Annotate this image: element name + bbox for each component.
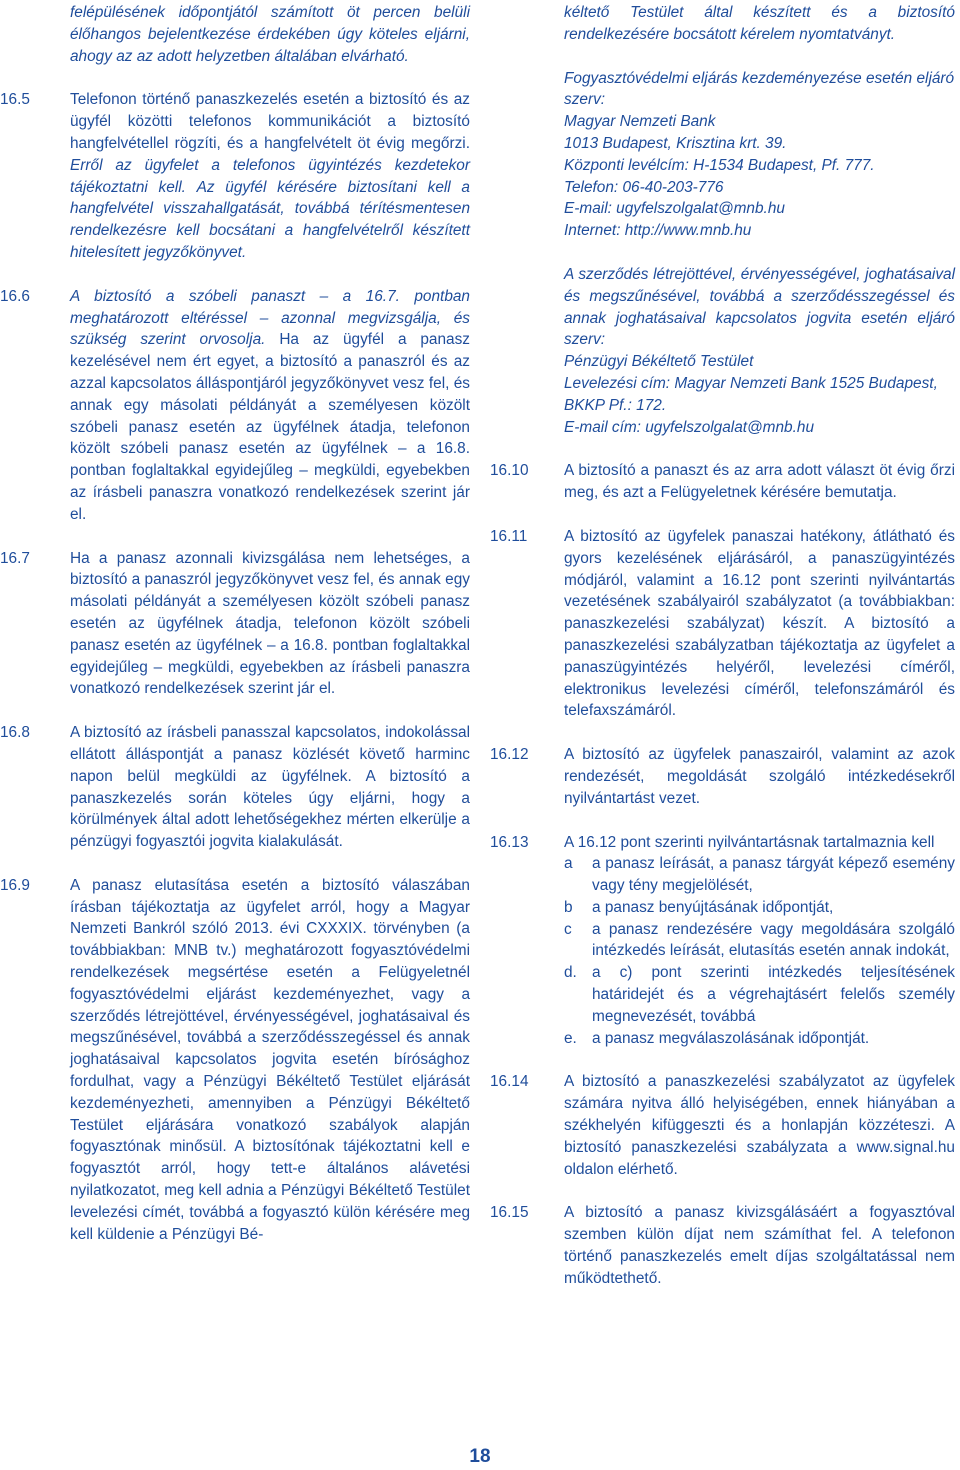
section-number: 16.9 [0, 876, 30, 894]
section-text: A biztosító a panaszkezelési szabályzatot az ügyfelek számára nyitva álló helyiségében, ennek hiányában a székhelyén kifüggeszti és a honlapján közzéteszi. A biztosító panaszkezelési szabályzata a www.signal.hu oldalon elérhető. [564, 1073, 955, 1178]
section-text: Ha a panasz azonnali kivizsgálása nem lehetséges, a biztosító a panaszról jegyzőkönyvet vesz fel, és annak egy másolati példányát a személyesen közölt szóbeli panasz esetén az ügyfélnek átadja, telefonon közölt szóbeli panasz esetén az ügyfélnek – a 16.8. pontban foglaltakkal egyidejűleg – megküldi, egyebekben az írásbeli panaszra vonatkozó rendelkezések szerint jár el. [70, 549, 470, 698]
section-text: A biztosító a panasz kivizsgálásáért a fogyasztóval szemben külön díjat nem számíthat fel. A telefonon történő panaszkezelés emelt díjas szolgáltatással nem működtethető. [564, 1204, 955, 1287]
section-text: A biztosító a panaszt és az arra adott választ öt évig őrzi meg, és azt a Felügyeletnek kérésére bemutatja. [564, 462, 955, 502]
section-16-13 [490, 832, 955, 1050]
pbt-contact-block [490, 264, 955, 438]
continuation-16-9 [490, 2, 955, 46]
section-text: A biztosító a szóbeli panaszt – a 16.7. pontban meghatározott eltéréssel – azonnal megvizsgálja, és szükség szerint orvosolja. Ha az ügyfél a panasz kezelésével nem ért egyet, a biztosító a panaszról és az azzal kapcsolatos álláspontjáról jegyzőkönyvet vesz fel, és annak egy másolati példányát a személyesen közölt szóbeli panasz esetén az ügyfélnek átadja, telefonon közölt szóbeli panasz esetén az ügyfélnek – a 16.8. pontban foglaltakkal egyidejűleg – megküldi, egyebekben az írásbeli panaszra vonatkozó rendelkezések szerint jár el. [70, 287, 471, 523]
intro-continuation [0, 2, 470, 67]
section-number: 16.14 [490, 1073, 529, 1091]
list-item: d. a c) pont szerinti intézkedés teljesítésének határidejét és a végrehajtásért felelős személy megnevezését, továbbá [564, 964, 955, 1025]
section-16-7 [0, 548, 470, 701]
list-item: b a panasz benyújtásának időpontját, [564, 898, 834, 916]
section-text: A biztosító az írásbeli panasszal kapcsolatos, indokolással ellátott álláspontját a panasz közlését követő harminc napon belül megküldi az ügyfélnek. A biztosító a panaszkezelés során köteles úgy eljárni, hogy a körülmények által adott lehetőségekhez mérten elkerülje a pénzügyi fogyasztói jogvita kialakulását. [70, 724, 470, 851]
section-16-6 [0, 286, 470, 526]
list-item: e. a panasz megválaszolásának időpontját. [564, 1029, 870, 1047]
page-number: 18 [469, 1446, 491, 1467]
continuation-text: kéltető Testület által készített és a biztosító rendelkezésére bocsátott kérelem nyomtatványt. [564, 4, 955, 43]
right-column [490, 0, 955, 1290]
section-number: 16.7 [0, 549, 30, 567]
mnb-website: Internet: http://www.mnb.hu [564, 222, 752, 240]
section-number: 16.12 [490, 746, 529, 764]
section-text: A panasz elutasítása esetén a biztosító válaszában írásban tájékoztatja az ügyfelet arról, hogy a Magyar Nemzeti Bankról szóló 2013. évi CXXXIX. törvényben (a továbbiakban: MNB tv.) meghatározott fogyasztóvédelmi rendelkezések megsértése esetén a Felügyeletnél fogyasztóvédelmi eljárást kezdeményezhet, vagy a szerződés létrejöttével, érvényességével, joghatásaival és megszűnésével, továbbá a szerződésszegéssel és annak joghatásaival kapcsolatos jogvita esetén bírósághoz fordulhat, vagy a Pénzügyi Békéltető Testület eljárását kezdeményezheti, amennyiben a Pénzügyi Békéltető Testület eljárására vonatkozó szabályok alapján fogyasztónak minősül. A biztosítónak tájékoztatni kell e fogyasztót arról, hogy tett-e általános alávetési nyilatkozatot, meg kell adnia a Pénzügyi Békéltető Testület levelezési címét, továbbá a fogyasztó külön kérésére meg kell küldenie a Pénzügyi Bé- [70, 876, 470, 1243]
section-text: A biztosító az ügyfelek panaszai hatékony, átlátható és gyors kezelésének eljárásáról, a panaszügyintézés módjáról, valamint a 16.12 pont szerinti nyilvántartás vezetésének szabályairól szabályzatot (a továbbiakban: panaszkezelési szabályzat) készít. A biztosító a panaszkezelési szabályzatban tájékoztatja az ügyfelet a panaszügyintézés helyéről, levelezési címéről, elektronikus levelezési címéről, telefonszámáról és telefaxszámáról. [564, 527, 955, 720]
section-text: A 16.12 pont szerinti nyilvántartásnak tartalmaznia kell [564, 833, 935, 851]
section-number: 16.10 [490, 462, 529, 480]
list-item: c a panasz rendezésére vagy megoldására szolgáló intézkedés leírását, elutasítás esetén annak indokát, [564, 920, 955, 960]
pbt-email: E-mail cím: ugyfelszolgalat@mnb.hu [564, 418, 815, 436]
section-number: 16.6 [0, 287, 30, 305]
pbt-contact-lines: A szerződés létrejöttével, érvényességével, joghatásaival és megszűnésével, továbbá a szerződésszegéssel és annak joghatásaival kapcsolatos jogvita esetén eljáró szerv: Pénzügyi Békéltető Testület Levelezési cím: Magyar Nemzeti Bank 1525 Budapest, BKKP Pf.: 172. E-mail cím: ugyfelszolgalat@mnb.hu [564, 264, 955, 438]
section-16-11 [490, 526, 955, 722]
section-16-8 [0, 722, 470, 853]
section-text: Telefonon történő panaszkezelés esetén a biztosító és az ügyfél közötti telefonos kommunikációt a biztosító hangfelvétellel rögzíti, és a hangfelvételt öt évig megőrzi. Erről az ügyfelet a telefonos ügyintézés kezdetekor tájékoztatni kell. Az ügyfél kérésére biztosítani kell a hangfelvétel visszahallgatását, továbbá térítésmentesen rendelkezésre kell bocsátani a hangfelvételről készített hitelesített jegyzőkönyvet. [70, 91, 470, 261]
section-16-9 [0, 875, 470, 1246]
section-16-14 [490, 1071, 955, 1180]
left-column [0, 0, 470, 1245]
mnb-email: E-mail: ugyfelszolgalat@mnb.hu [564, 200, 785, 218]
section-16-12 [490, 744, 955, 809]
section-number: 16.8 [0, 724, 30, 742]
section-16-15 [490, 1202, 955, 1289]
mnb-contact-lines: Fogyasztóvédelmi eljárás kezdeményezése esetén eljáró szerv: Magyar Nemzeti Bank 1013 Budapest, Krisztina krt. 39. Központi levélcím: H-1534 Budapest, Pf. 777. Telefon: 06-40-203-776 E-mail: ugyfelszolgalat@mnb.hu Internet: http://www.mnb.hu [564, 68, 955, 242]
mnb-contact-block [490, 68, 955, 242]
required-contents-list [564, 853, 955, 1049]
section-number: 16.13 [490, 833, 529, 851]
section-16-5 [0, 89, 470, 263]
section-number: 16.11 [490, 527, 528, 545]
section-number: 16.15 [490, 1204, 529, 1222]
section-text: A biztosító az ügyfelek panaszairól, valamint az azok rendezését, megoldását szolgáló intézkedésekről nyilvántartást vezet. [564, 746, 955, 807]
list-item: a a panasz leírását, a panasz tárgyát képező esemény vagy tény megjelölését, [564, 855, 955, 895]
intro-text: felépülésének időpontjától számított öt percen belüli élőhangos bejelentkezése érdekében úgy köteles eljárni, ahogy az az adott helyzetben általában elvárható. [70, 4, 470, 65]
section-number: 16.5 [0, 91, 30, 109]
section-16-10 [490, 460, 955, 504]
section-body [564, 832, 955, 1050]
